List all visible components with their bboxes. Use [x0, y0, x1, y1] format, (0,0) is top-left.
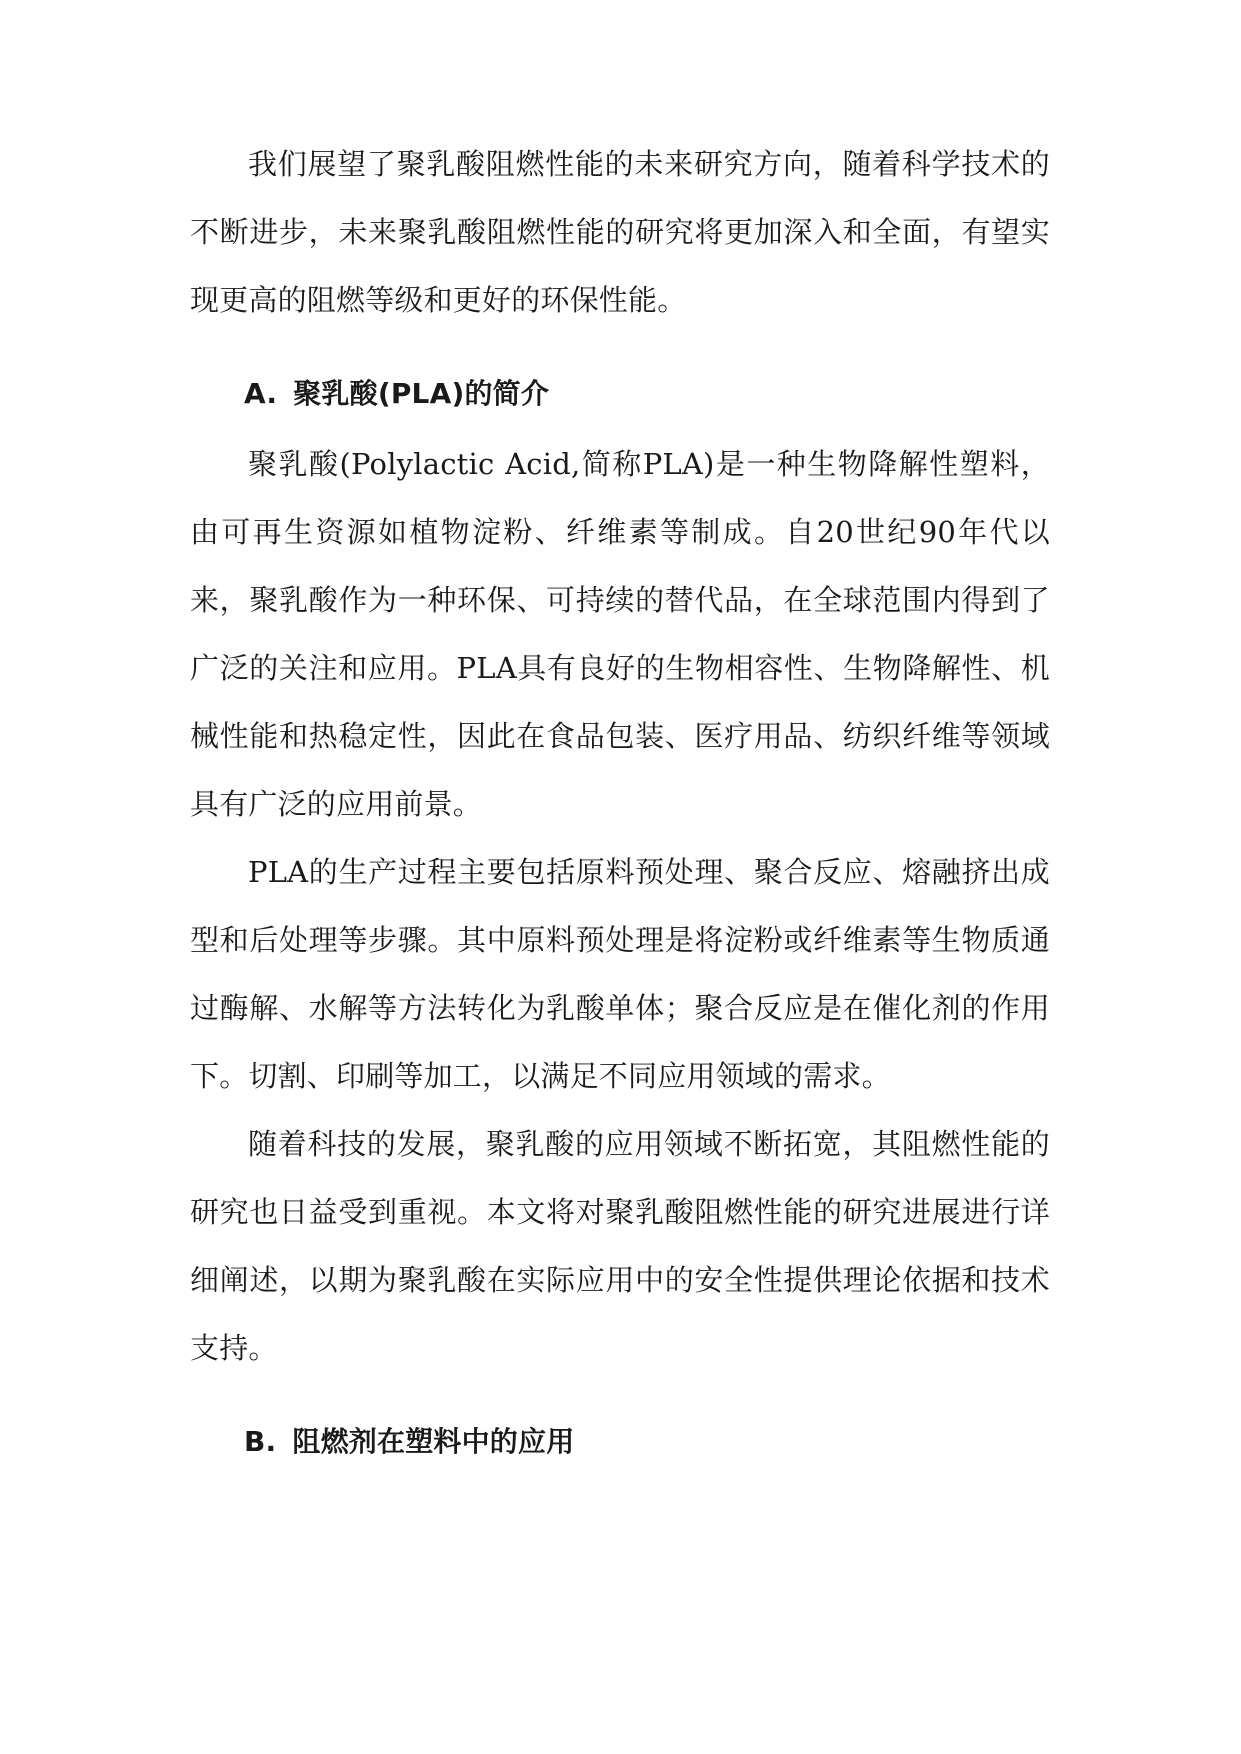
- intro-paragraph: 我们展望了聚乳酸阻燃性能的未来研究方向，随着科学技术的不断进步，未来聚乳酸阻燃性能的研究将更加深入和全面，有望实现更高的阻燃等级和更好的环保性能。: [190, 147, 1050, 317]
- section-b-label: B.: [244, 1425, 277, 1458]
- section-b-heading: [190, 1408, 1050, 1476]
- pla-intro-paragraph: 聚乳酸(Polylactic Acid,简称PLA)是一种生物降解性塑料，由可再生资源如植物淀粉、纤维素等制成。自20世纪90年代以来，聚乳酸作为一种环保、可持续的替代品，在全球范围内得到了广泛的关注和应用。PLA具有良好的生物相容性、生物降解性、机械性能和热稳定性，因此在食品包装、医疗用品、纺织纤维等领域具有广泛的应用前景。: [190, 447, 1050, 821]
- section-a-label: A.: [244, 377, 278, 410]
- section-a-heading: [190, 360, 1050, 428]
- pla-process-paragraph: PLA的生产过程主要包括原料预处理、聚合反应、熔融挤出成型和后处理等步骤。其中原料预处理是将淀粉或纤维素等生物质通过酶解、水解等方法转化为乳酸单体；聚合反应是在催化剂的作用下。切割、印刷等加工，以满足不同应用领域的需求。: [190, 855, 1050, 1093]
- pla-flame-paragraph: 随着科技的发展，聚乳酸的应用领域不断拓宽，其阻燃性能的研究也日益受到重视。本文将对聚乳酸阻燃性能的研究进展进行详细阐述，以期为聚乳酸在实际应用中的安全性提供理论依据和技术支持。: [190, 1127, 1050, 1365]
- section-a-title: 聚乳酸(PLA)的简介: [293, 377, 550, 410]
- section-b-title: 阻燃剂在塑料中的应用: [292, 1425, 575, 1458]
- document-body: [190, 130, 1050, 1476]
